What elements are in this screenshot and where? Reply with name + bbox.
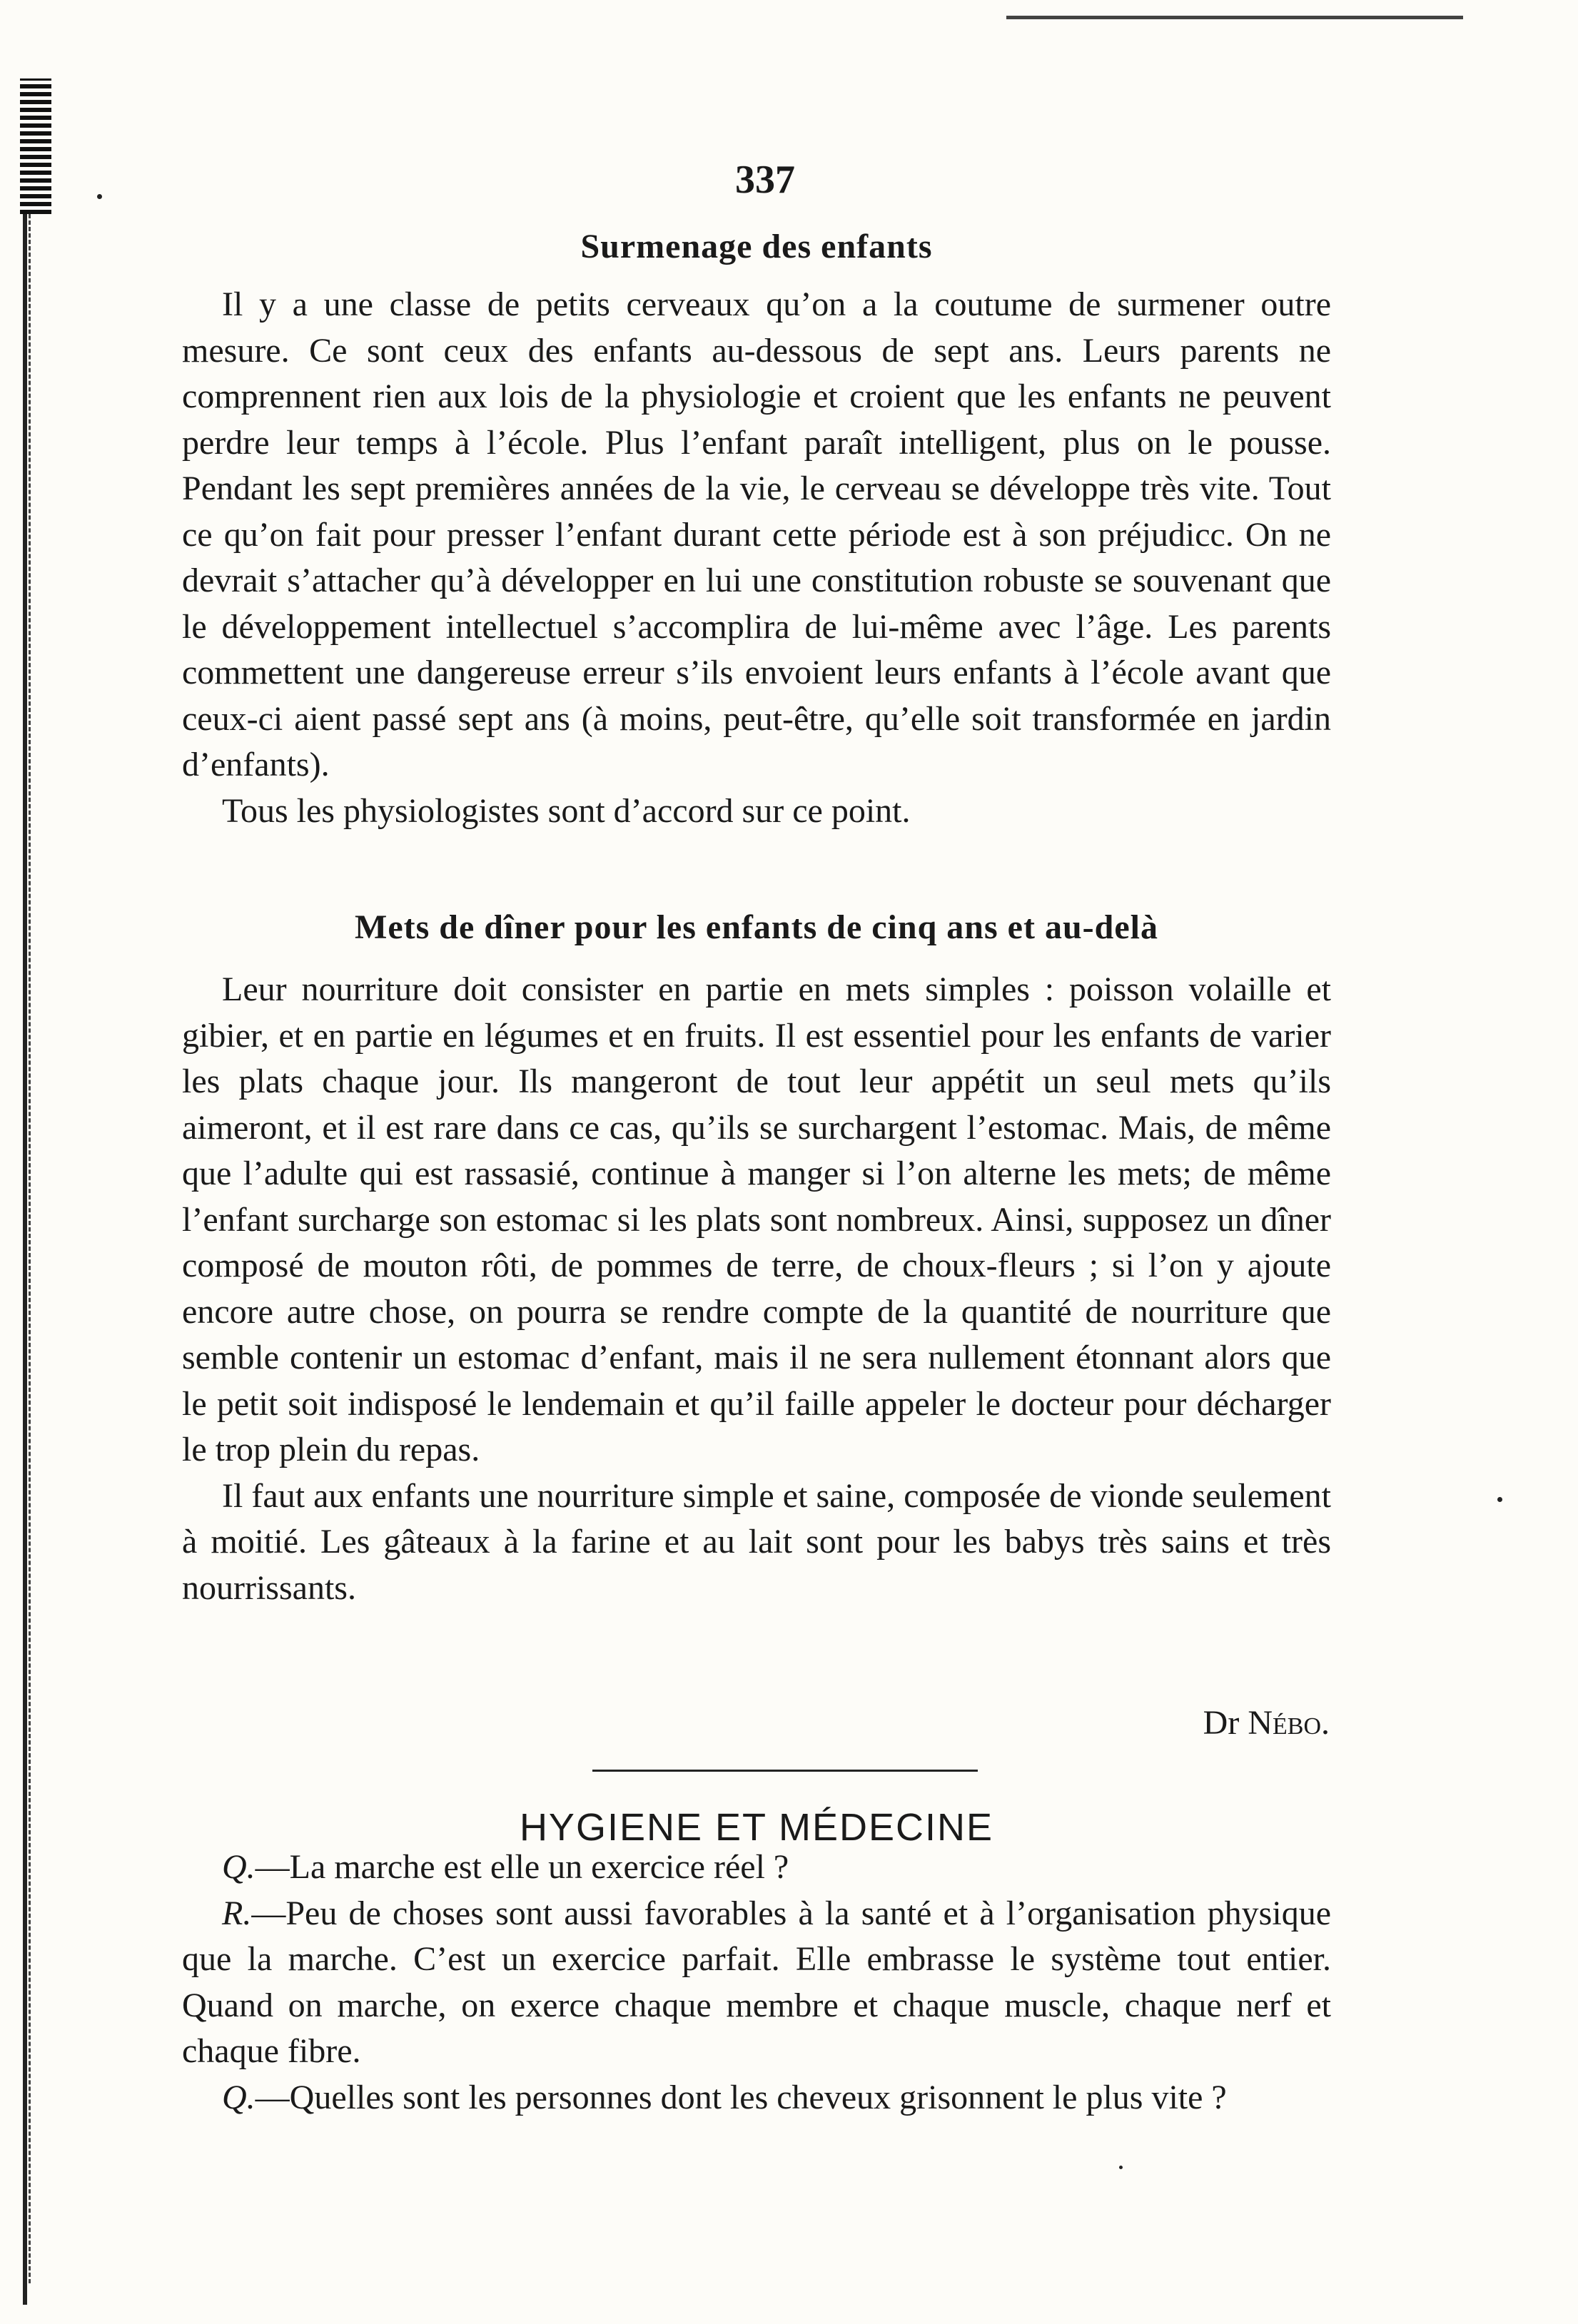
qa-text: —Quelles sont les personnes dont les cheveux grisonnent le plus vite ? xyxy=(255,2078,1227,2116)
binding-dash xyxy=(29,214,33,2283)
section-body-surmenage xyxy=(182,282,1331,834)
qa-item xyxy=(182,1845,1331,1891)
section-title-hygiene: HYGIENE ET MÉDECINE xyxy=(519,1806,994,1849)
qa-label: Q. xyxy=(222,1848,256,1886)
scan-speck xyxy=(1119,2166,1123,2169)
qa-label: Q. xyxy=(222,2078,256,2116)
binding-edge xyxy=(23,86,27,2305)
binding-mark xyxy=(20,78,51,214)
signature-name: Nébo. xyxy=(1248,1704,1330,1742)
paragraph: Il faut aux enfants une nourriture simple et saine, composée de vionde seulement à moitié. Les gâteaux à la farine et au lait sont pour les babys très sains et très nourrissants. xyxy=(182,1476,1331,1607)
section-title-surmenage: Surmenage des enfants xyxy=(580,228,933,265)
paragraph: Tous les physiologistes sont d’accord sur ce point. xyxy=(222,791,911,830)
paragraph: Il y a une classe de petits cerveaux qu’on a la coutume de surmener outre mesure. Ce sont ceux des enfants au-dessous de sept ans. Leurs parents ne comprennent rien aux lois de la physiologie et croient que les enfants ne peuvent perdre leur temps à l’école. Plus l’enfant paraît intelligent, plus on le pousse. Pendant les sept premières années de la vie, le cerveau se développe très vite. Tout ce qu’on fait pour presser l’enfant durant cette période est à son préjudicc. On ne devrait s’attacher qu’à développer en lui une constitution robuste se souvenant que le développement intellectuel s’accomplira de lui-même avec l’âge. Les parents commettent une dangereuse erreur s’ils envoient leurs enfants à l’école avant que ceux-ci aient passé sept ans (à moins, peut-être, qu’elle soit transformée en jardin d’enfants). xyxy=(182,285,1331,783)
qa-label: R. xyxy=(222,1894,252,1932)
scan-speck xyxy=(1497,1497,1502,1502)
qa-text: —La marche est elle un exercice réel ? xyxy=(255,1848,789,1886)
qa-text: —Peu de choses sont aussi favorables à la santé et à l’organisation physique que la marche. C’est un exercice parfait. Elle embrasse le système tout entier. Quand on marche, on exerce chaque membre et chaque muscle, chaque nerf et chaque fibre. xyxy=(182,1894,1331,2070)
section-title-mets: Mets de dîner pour les enfants de cinq ans et au-delà xyxy=(355,908,1158,946)
scan-top-rule xyxy=(1006,16,1463,19)
scan-speck xyxy=(97,194,102,199)
qa-item xyxy=(182,1891,1331,2075)
paragraph: Leur nourriture doit consister en partie en mets simples : poisson volaille et gibier, et en partie en légumes et en fruits. Il est essentiel pour les enfants de varier les plats chaque jour. Ils mangeront de tout leur appétit un seul mets qu’ils aimeront, et il est rare dans ce cas, qu’ils se surchargent l’estomac. Mais, de même que l’adulte qui est rassasié, continue à manger si l’on alterne les mets; de même l’enfant surcharge son estomac si les plats sont nombreux. Ainsi, supposez un dîner composé de mouton rôti, de pommes de terre, de choux-fleurs ; si l’on y ajoute encore autre chose, on pourra se rendre compte de la quantité de nourriture que semble contenir un estomac d’enfant, mais il ne sera nullement étonnant alors que le petit soit indisposé le lendemain et qu’il faille appeler le docteur pour décharger le trop plein du repas. xyxy=(182,970,1331,1468)
section-divider xyxy=(592,1770,978,1772)
author-signature xyxy=(1203,1703,1330,1742)
qa-item xyxy=(182,2075,1331,2121)
qa-list xyxy=(182,1845,1331,2121)
page-number: 337 xyxy=(735,158,795,202)
signature-prefix: Dr xyxy=(1203,1704,1240,1742)
section-body-mets xyxy=(182,967,1331,1611)
